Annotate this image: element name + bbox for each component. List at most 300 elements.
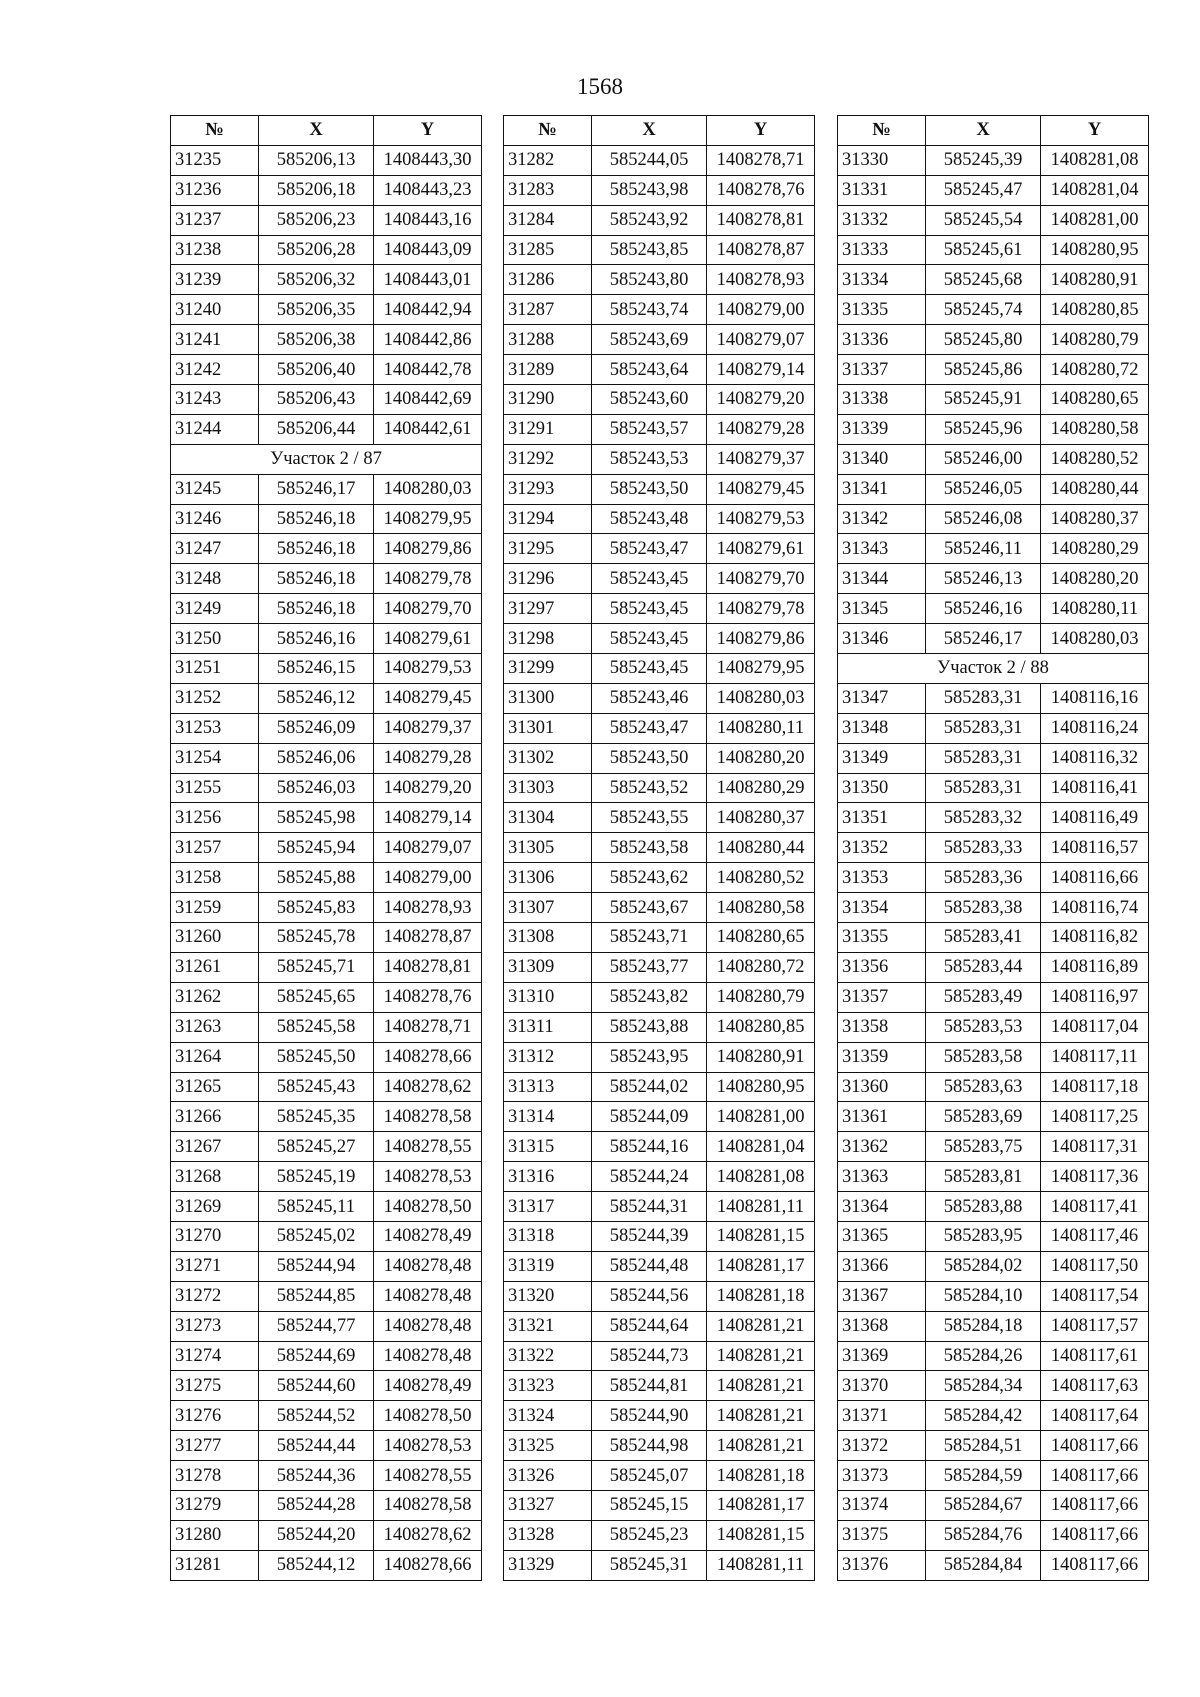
coord-x: 585245,74 bbox=[926, 295, 1041, 325]
coord-y: 1408443,23 bbox=[374, 175, 482, 205]
coord-y: 1408279,53 bbox=[374, 654, 482, 684]
coord-y: 1408279,78 bbox=[374, 564, 482, 594]
coord-x: 585245,47 bbox=[926, 175, 1041, 205]
point-number: 31340 bbox=[838, 444, 926, 474]
coord-x: 585243,71 bbox=[592, 923, 707, 953]
table-row bbox=[171, 1221, 482, 1251]
coord-x: 585245,23 bbox=[592, 1520, 707, 1550]
coord-x: 585244,24 bbox=[592, 1162, 707, 1192]
coord-y: 1408116,16 bbox=[1041, 683, 1149, 713]
coord-x: 585246,16 bbox=[926, 594, 1041, 624]
coord-x: 585245,78 bbox=[259, 923, 374, 953]
coord-y: 1408280,52 bbox=[1041, 444, 1149, 474]
coord-y: 1408117,57 bbox=[1041, 1311, 1149, 1341]
table-row bbox=[504, 1461, 815, 1491]
point-number: 31245 bbox=[171, 474, 259, 504]
coord-y: 1408279,53 bbox=[707, 504, 815, 534]
point-number: 31246 bbox=[171, 504, 259, 534]
coord-y: 1408117,61 bbox=[1041, 1341, 1149, 1371]
table-row bbox=[838, 1251, 1149, 1281]
point-number: 31263 bbox=[171, 1012, 259, 1042]
coord-y: 1408279,00 bbox=[707, 295, 815, 325]
point-number: 31276 bbox=[171, 1401, 259, 1431]
coord-x: 585246,06 bbox=[259, 743, 374, 773]
point-number: 31254 bbox=[171, 743, 259, 773]
coord-y: 1408279,07 bbox=[374, 833, 482, 863]
page-number: 1568 bbox=[577, 74, 623, 99]
table-row bbox=[504, 325, 815, 355]
point-number: 31362 bbox=[838, 1132, 926, 1162]
coord-y: 1408117,64 bbox=[1041, 1401, 1149, 1431]
point-number: 31267 bbox=[171, 1132, 259, 1162]
point-number: 31308 bbox=[504, 923, 592, 953]
point-number: 31309 bbox=[504, 952, 592, 982]
coord-y: 1408116,74 bbox=[1041, 893, 1149, 923]
table-row bbox=[504, 743, 815, 773]
coord-x: 585246,17 bbox=[259, 474, 374, 504]
coord-x: 585245,50 bbox=[259, 1042, 374, 1072]
coord-y: 1408281,21 bbox=[707, 1401, 815, 1431]
table-row bbox=[838, 474, 1149, 504]
table-row bbox=[838, 683, 1149, 713]
coord-y: 1408116,49 bbox=[1041, 803, 1149, 833]
coord-x: 585246,18 bbox=[259, 534, 374, 564]
point-number: 31237 bbox=[171, 205, 259, 235]
table-row bbox=[504, 833, 815, 863]
coord-y: 1408281,11 bbox=[707, 1192, 815, 1222]
coordinates-table-1 bbox=[170, 115, 482, 1581]
table-row bbox=[838, 982, 1149, 1012]
coord-x: 585283,95 bbox=[926, 1221, 1041, 1251]
point-number: 31298 bbox=[504, 624, 592, 654]
point-number: 31271 bbox=[171, 1251, 259, 1281]
point-number: 31310 bbox=[504, 982, 592, 1012]
point-number: 31311 bbox=[504, 1012, 592, 1042]
table-row bbox=[171, 1102, 482, 1132]
point-number: 31277 bbox=[171, 1431, 259, 1461]
table-row bbox=[171, 1461, 482, 1491]
coord-x: 585283,58 bbox=[926, 1042, 1041, 1072]
table-row bbox=[504, 1281, 815, 1311]
coord-x: 585283,31 bbox=[926, 773, 1041, 803]
table-row bbox=[504, 1550, 815, 1580]
coord-x: 585245,39 bbox=[926, 145, 1041, 175]
coord-y: 1408279,28 bbox=[707, 414, 815, 444]
table-row bbox=[504, 1371, 815, 1401]
point-number: 31345 bbox=[838, 594, 926, 624]
point-number: 31291 bbox=[504, 414, 592, 444]
coord-x: 585243,69 bbox=[592, 325, 707, 355]
table-row bbox=[171, 414, 482, 444]
table-row bbox=[838, 594, 1149, 624]
coord-x: 585243,45 bbox=[592, 594, 707, 624]
table-row bbox=[504, 295, 815, 325]
point-number: 31359 bbox=[838, 1042, 926, 1072]
table-row bbox=[838, 713, 1149, 743]
point-number: 31290 bbox=[504, 385, 592, 415]
coord-y: 1408442,86 bbox=[374, 325, 482, 355]
point-number: 31257 bbox=[171, 833, 259, 863]
coord-y: 1408117,66 bbox=[1041, 1520, 1149, 1550]
point-number: 31371 bbox=[838, 1401, 926, 1431]
coord-x: 585246,15 bbox=[259, 654, 374, 684]
point-number: 31353 bbox=[838, 863, 926, 893]
table-row bbox=[171, 654, 482, 684]
coord-y: 1408280,91 bbox=[1041, 265, 1149, 295]
point-number: 31365 bbox=[838, 1221, 926, 1251]
header-y: Y bbox=[374, 116, 482, 146]
coord-y: 1408280,91 bbox=[707, 1042, 815, 1072]
coord-x: 585243,46 bbox=[592, 683, 707, 713]
coord-x: 585246,11 bbox=[926, 534, 1041, 564]
table-row bbox=[838, 1221, 1149, 1251]
table-row bbox=[171, 1550, 482, 1580]
point-number: 31285 bbox=[504, 235, 592, 265]
point-number: 31314 bbox=[504, 1102, 592, 1132]
coord-x: 585245,80 bbox=[926, 325, 1041, 355]
coord-x: 585245,19 bbox=[259, 1162, 374, 1192]
table-row bbox=[838, 504, 1149, 534]
coord-y: 1408278,49 bbox=[374, 1371, 482, 1401]
coord-x: 585243,45 bbox=[592, 654, 707, 684]
table-row bbox=[838, 1401, 1149, 1431]
point-number: 31256 bbox=[171, 803, 259, 833]
coord-y: 1408278,50 bbox=[374, 1192, 482, 1222]
coord-x: 585284,84 bbox=[926, 1550, 1041, 1580]
table-row bbox=[171, 205, 482, 235]
point-number: 31248 bbox=[171, 564, 259, 594]
table-row bbox=[838, 295, 1149, 325]
coord-y: 1408278,71 bbox=[707, 145, 815, 175]
coord-y: 1408279,37 bbox=[707, 444, 815, 474]
point-number: 31317 bbox=[504, 1192, 592, 1222]
table-row bbox=[171, 1042, 482, 1072]
coord-x: 585243,60 bbox=[592, 385, 707, 415]
coord-y: 1408280,20 bbox=[1041, 564, 1149, 594]
coord-y: 1408117,18 bbox=[1041, 1072, 1149, 1102]
coord-y: 1408280,65 bbox=[1041, 385, 1149, 415]
coord-y: 1408280,29 bbox=[707, 773, 815, 803]
coord-y: 1408443,30 bbox=[374, 145, 482, 175]
coord-x: 585244,12 bbox=[259, 1550, 374, 1580]
table-row bbox=[838, 952, 1149, 982]
table-row bbox=[171, 713, 482, 743]
table-row bbox=[838, 1311, 1149, 1341]
table-row bbox=[504, 654, 815, 684]
coord-x: 585243,85 bbox=[592, 235, 707, 265]
point-number: 31332 bbox=[838, 205, 926, 235]
coord-x: 585245,86 bbox=[926, 355, 1041, 385]
coord-y: 1408117,66 bbox=[1041, 1550, 1149, 1580]
table-row bbox=[171, 1520, 482, 1550]
coord-y: 1408281,15 bbox=[707, 1520, 815, 1550]
point-number: 31273 bbox=[171, 1311, 259, 1341]
table-row bbox=[504, 1341, 815, 1371]
point-number: 31302 bbox=[504, 743, 592, 773]
point-number: 31356 bbox=[838, 952, 926, 982]
table-row bbox=[504, 355, 815, 385]
table-row bbox=[838, 1072, 1149, 1102]
table-row bbox=[504, 1012, 815, 1042]
coord-y: 1408280,95 bbox=[707, 1072, 815, 1102]
coord-y: 1408281,15 bbox=[707, 1221, 815, 1251]
coord-x: 585206,44 bbox=[259, 414, 374, 444]
point-number: 31358 bbox=[838, 1012, 926, 1042]
coord-x: 585243,74 bbox=[592, 295, 707, 325]
table-row bbox=[171, 923, 482, 953]
coord-x: 585206,38 bbox=[259, 325, 374, 355]
coord-y: 1408116,32 bbox=[1041, 743, 1149, 773]
coord-y: 1408278,53 bbox=[374, 1431, 482, 1461]
coord-y: 1408280,29 bbox=[1041, 534, 1149, 564]
coord-x: 585245,91 bbox=[926, 385, 1041, 415]
point-number: 31258 bbox=[171, 863, 259, 893]
coord-y: 1408280,72 bbox=[707, 952, 815, 982]
table-row bbox=[504, 683, 815, 713]
coord-y: 1408279,28 bbox=[374, 743, 482, 773]
point-number: 31325 bbox=[504, 1431, 592, 1461]
point-number: 31330 bbox=[838, 145, 926, 175]
coord-x: 585206,23 bbox=[259, 205, 374, 235]
point-number: 31342 bbox=[838, 504, 926, 534]
table-row bbox=[504, 1102, 815, 1132]
coord-y: 1408279,86 bbox=[707, 624, 815, 654]
coord-y: 1408116,82 bbox=[1041, 923, 1149, 953]
table-row bbox=[838, 773, 1149, 803]
coord-y: 1408281,04 bbox=[1041, 175, 1149, 205]
coord-y: 1408279,20 bbox=[707, 385, 815, 415]
point-number: 31289 bbox=[504, 355, 592, 385]
table-row bbox=[171, 1251, 482, 1281]
coord-y: 1408280,58 bbox=[1041, 414, 1149, 444]
coord-y: 1408116,97 bbox=[1041, 982, 1149, 1012]
coord-x: 585245,11 bbox=[259, 1192, 374, 1222]
coord-y: 1408278,76 bbox=[374, 982, 482, 1012]
coord-y: 1408278,76 bbox=[707, 175, 815, 205]
point-number: 31287 bbox=[504, 295, 592, 325]
coord-y: 1408280,03 bbox=[707, 683, 815, 713]
table-row bbox=[838, 1490, 1149, 1520]
coord-y: 1408281,21 bbox=[707, 1341, 815, 1371]
point-number: 31293 bbox=[504, 474, 592, 504]
table-row bbox=[171, 265, 482, 295]
table-row bbox=[171, 1012, 482, 1042]
coord-x: 585244,05 bbox=[592, 145, 707, 175]
coord-x: 585283,32 bbox=[926, 803, 1041, 833]
coord-x: 585245,35 bbox=[259, 1102, 374, 1132]
table-row bbox=[171, 1371, 482, 1401]
header-x: X bbox=[259, 116, 374, 146]
point-number: 31319 bbox=[504, 1251, 592, 1281]
coord-y: 1408280,44 bbox=[1041, 474, 1149, 504]
point-number: 31262 bbox=[171, 982, 259, 1012]
point-number: 31364 bbox=[838, 1192, 926, 1222]
table-row bbox=[171, 385, 482, 415]
table-row bbox=[838, 1012, 1149, 1042]
point-number: 31352 bbox=[838, 833, 926, 863]
table-row bbox=[171, 1490, 482, 1520]
coord-y: 1408117,25 bbox=[1041, 1102, 1149, 1132]
coord-x: 585206,40 bbox=[259, 355, 374, 385]
table-header-row bbox=[171, 116, 482, 146]
coord-y: 1408280,44 bbox=[707, 833, 815, 863]
coord-x: 585244,60 bbox=[259, 1371, 374, 1401]
point-number: 31283 bbox=[504, 175, 592, 205]
point-number: 31374 bbox=[838, 1490, 926, 1520]
coord-y: 1408281,21 bbox=[707, 1431, 815, 1461]
table-row bbox=[171, 504, 482, 534]
coord-y: 1408280,79 bbox=[1041, 325, 1149, 355]
coord-y: 1408279,14 bbox=[374, 803, 482, 833]
coord-x: 585243,67 bbox=[592, 893, 707, 923]
coord-x: 585243,47 bbox=[592, 534, 707, 564]
coord-y: 1408278,50 bbox=[374, 1401, 482, 1431]
table-row bbox=[171, 1072, 482, 1102]
coord-y: 1408278,87 bbox=[374, 923, 482, 953]
coord-y: 1408278,48 bbox=[374, 1341, 482, 1371]
coord-y: 1408280,72 bbox=[1041, 355, 1149, 385]
coord-x: 585243,82 bbox=[592, 982, 707, 1012]
table-row bbox=[171, 1132, 482, 1162]
table-row bbox=[838, 235, 1149, 265]
coord-x: 585244,48 bbox=[592, 1251, 707, 1281]
point-number: 31326 bbox=[504, 1461, 592, 1491]
point-number: 31331 bbox=[838, 175, 926, 205]
coord-y: 1408278,62 bbox=[374, 1520, 482, 1550]
table-row bbox=[838, 145, 1149, 175]
coord-x: 585243,64 bbox=[592, 355, 707, 385]
point-number: 31294 bbox=[504, 504, 592, 534]
table-row bbox=[171, 833, 482, 863]
table-row bbox=[838, 1550, 1149, 1580]
section-row bbox=[838, 654, 1149, 684]
point-number: 31363 bbox=[838, 1162, 926, 1192]
coord-y: 1408280,65 bbox=[707, 923, 815, 953]
coord-x: 585245,54 bbox=[926, 205, 1041, 235]
table-row bbox=[504, 803, 815, 833]
point-number: 31321 bbox=[504, 1311, 592, 1341]
coord-x: 585244,39 bbox=[592, 1221, 707, 1251]
point-number: 31236 bbox=[171, 175, 259, 205]
coord-x: 585283,88 bbox=[926, 1192, 1041, 1222]
header-number: № bbox=[171, 116, 259, 146]
table-row bbox=[504, 624, 815, 654]
coord-x: 585245,98 bbox=[259, 803, 374, 833]
coord-x: 585283,69 bbox=[926, 1102, 1041, 1132]
point-number: 31337 bbox=[838, 355, 926, 385]
point-number: 31370 bbox=[838, 1371, 926, 1401]
table-row bbox=[838, 923, 1149, 953]
coord-y: 1408117,36 bbox=[1041, 1162, 1149, 1192]
coordinates-table-3 bbox=[837, 115, 1149, 1581]
table-row bbox=[504, 444, 815, 474]
point-number: 31312 bbox=[504, 1042, 592, 1072]
table-row bbox=[171, 534, 482, 564]
table-row bbox=[504, 1042, 815, 1072]
coord-x: 585244,69 bbox=[259, 1341, 374, 1371]
table-row bbox=[838, 1102, 1149, 1132]
coord-y: 1408280,11 bbox=[707, 713, 815, 743]
table-row bbox=[838, 414, 1149, 444]
coord-x: 585246,05 bbox=[926, 474, 1041, 504]
table-row bbox=[171, 683, 482, 713]
table-row bbox=[838, 265, 1149, 295]
coord-y: 1408443,09 bbox=[374, 235, 482, 265]
coord-y: 1408443,01 bbox=[374, 265, 482, 295]
table-row bbox=[504, 1251, 815, 1281]
coord-x: 585243,92 bbox=[592, 205, 707, 235]
table-row bbox=[171, 145, 482, 175]
point-number: 31253 bbox=[171, 713, 259, 743]
coord-y: 1408279,45 bbox=[374, 683, 482, 713]
coord-x: 585284,51 bbox=[926, 1431, 1041, 1461]
point-number: 31318 bbox=[504, 1221, 592, 1251]
point-number: 31375 bbox=[838, 1520, 926, 1550]
table-row bbox=[838, 534, 1149, 564]
table-row bbox=[838, 1281, 1149, 1311]
table-row bbox=[838, 1042, 1149, 1072]
coord-y: 1408278,66 bbox=[374, 1042, 482, 1072]
coord-y: 1408279,70 bbox=[707, 564, 815, 594]
coord-x: 585244,90 bbox=[592, 1401, 707, 1431]
coord-y: 1408280,95 bbox=[1041, 235, 1149, 265]
coord-x: 585246,18 bbox=[259, 594, 374, 624]
coord-y: 1408278,66 bbox=[374, 1550, 482, 1580]
table-row bbox=[838, 1520, 1149, 1550]
coord-x: 585243,57 bbox=[592, 414, 707, 444]
point-number: 31329 bbox=[504, 1550, 592, 1580]
table-row bbox=[504, 923, 815, 953]
coord-x: 585244,56 bbox=[592, 1281, 707, 1311]
table-row bbox=[838, 803, 1149, 833]
table-row bbox=[171, 982, 482, 1012]
table-row bbox=[171, 893, 482, 923]
coord-x: 585284,59 bbox=[926, 1461, 1041, 1491]
coord-x: 585246,17 bbox=[926, 624, 1041, 654]
table-row bbox=[504, 1401, 815, 1431]
point-number: 31376 bbox=[838, 1550, 926, 1580]
table-row bbox=[171, 743, 482, 773]
table-row bbox=[504, 773, 815, 803]
table-row bbox=[171, 1401, 482, 1431]
point-number: 31368 bbox=[838, 1311, 926, 1341]
point-number: 31264 bbox=[171, 1042, 259, 1072]
coord-x: 585246,09 bbox=[259, 713, 374, 743]
point-number: 31349 bbox=[838, 743, 926, 773]
coord-x: 585283,75 bbox=[926, 1132, 1041, 1162]
coord-y: 1408279,14 bbox=[707, 355, 815, 385]
table-row bbox=[504, 205, 815, 235]
table-row bbox=[171, 474, 482, 504]
coord-y: 1408278,48 bbox=[374, 1311, 482, 1341]
coord-y: 1408280,85 bbox=[1041, 295, 1149, 325]
coord-x: 585244,36 bbox=[259, 1461, 374, 1491]
coord-x: 585245,68 bbox=[926, 265, 1041, 295]
table-row bbox=[504, 1311, 815, 1341]
coord-y: 1408443,16 bbox=[374, 205, 482, 235]
coord-x: 585244,09 bbox=[592, 1102, 707, 1132]
coord-x: 585246,08 bbox=[926, 504, 1041, 534]
point-number: 31239 bbox=[171, 265, 259, 295]
coord-x: 585206,32 bbox=[259, 265, 374, 295]
table-row bbox=[504, 534, 815, 564]
coord-y: 1408442,69 bbox=[374, 385, 482, 415]
point-number: 31351 bbox=[838, 803, 926, 833]
coord-x: 585283,44 bbox=[926, 952, 1041, 982]
coord-x: 585244,28 bbox=[259, 1490, 374, 1520]
coord-x: 585206,28 bbox=[259, 235, 374, 265]
coord-y: 1408278,48 bbox=[374, 1251, 482, 1281]
